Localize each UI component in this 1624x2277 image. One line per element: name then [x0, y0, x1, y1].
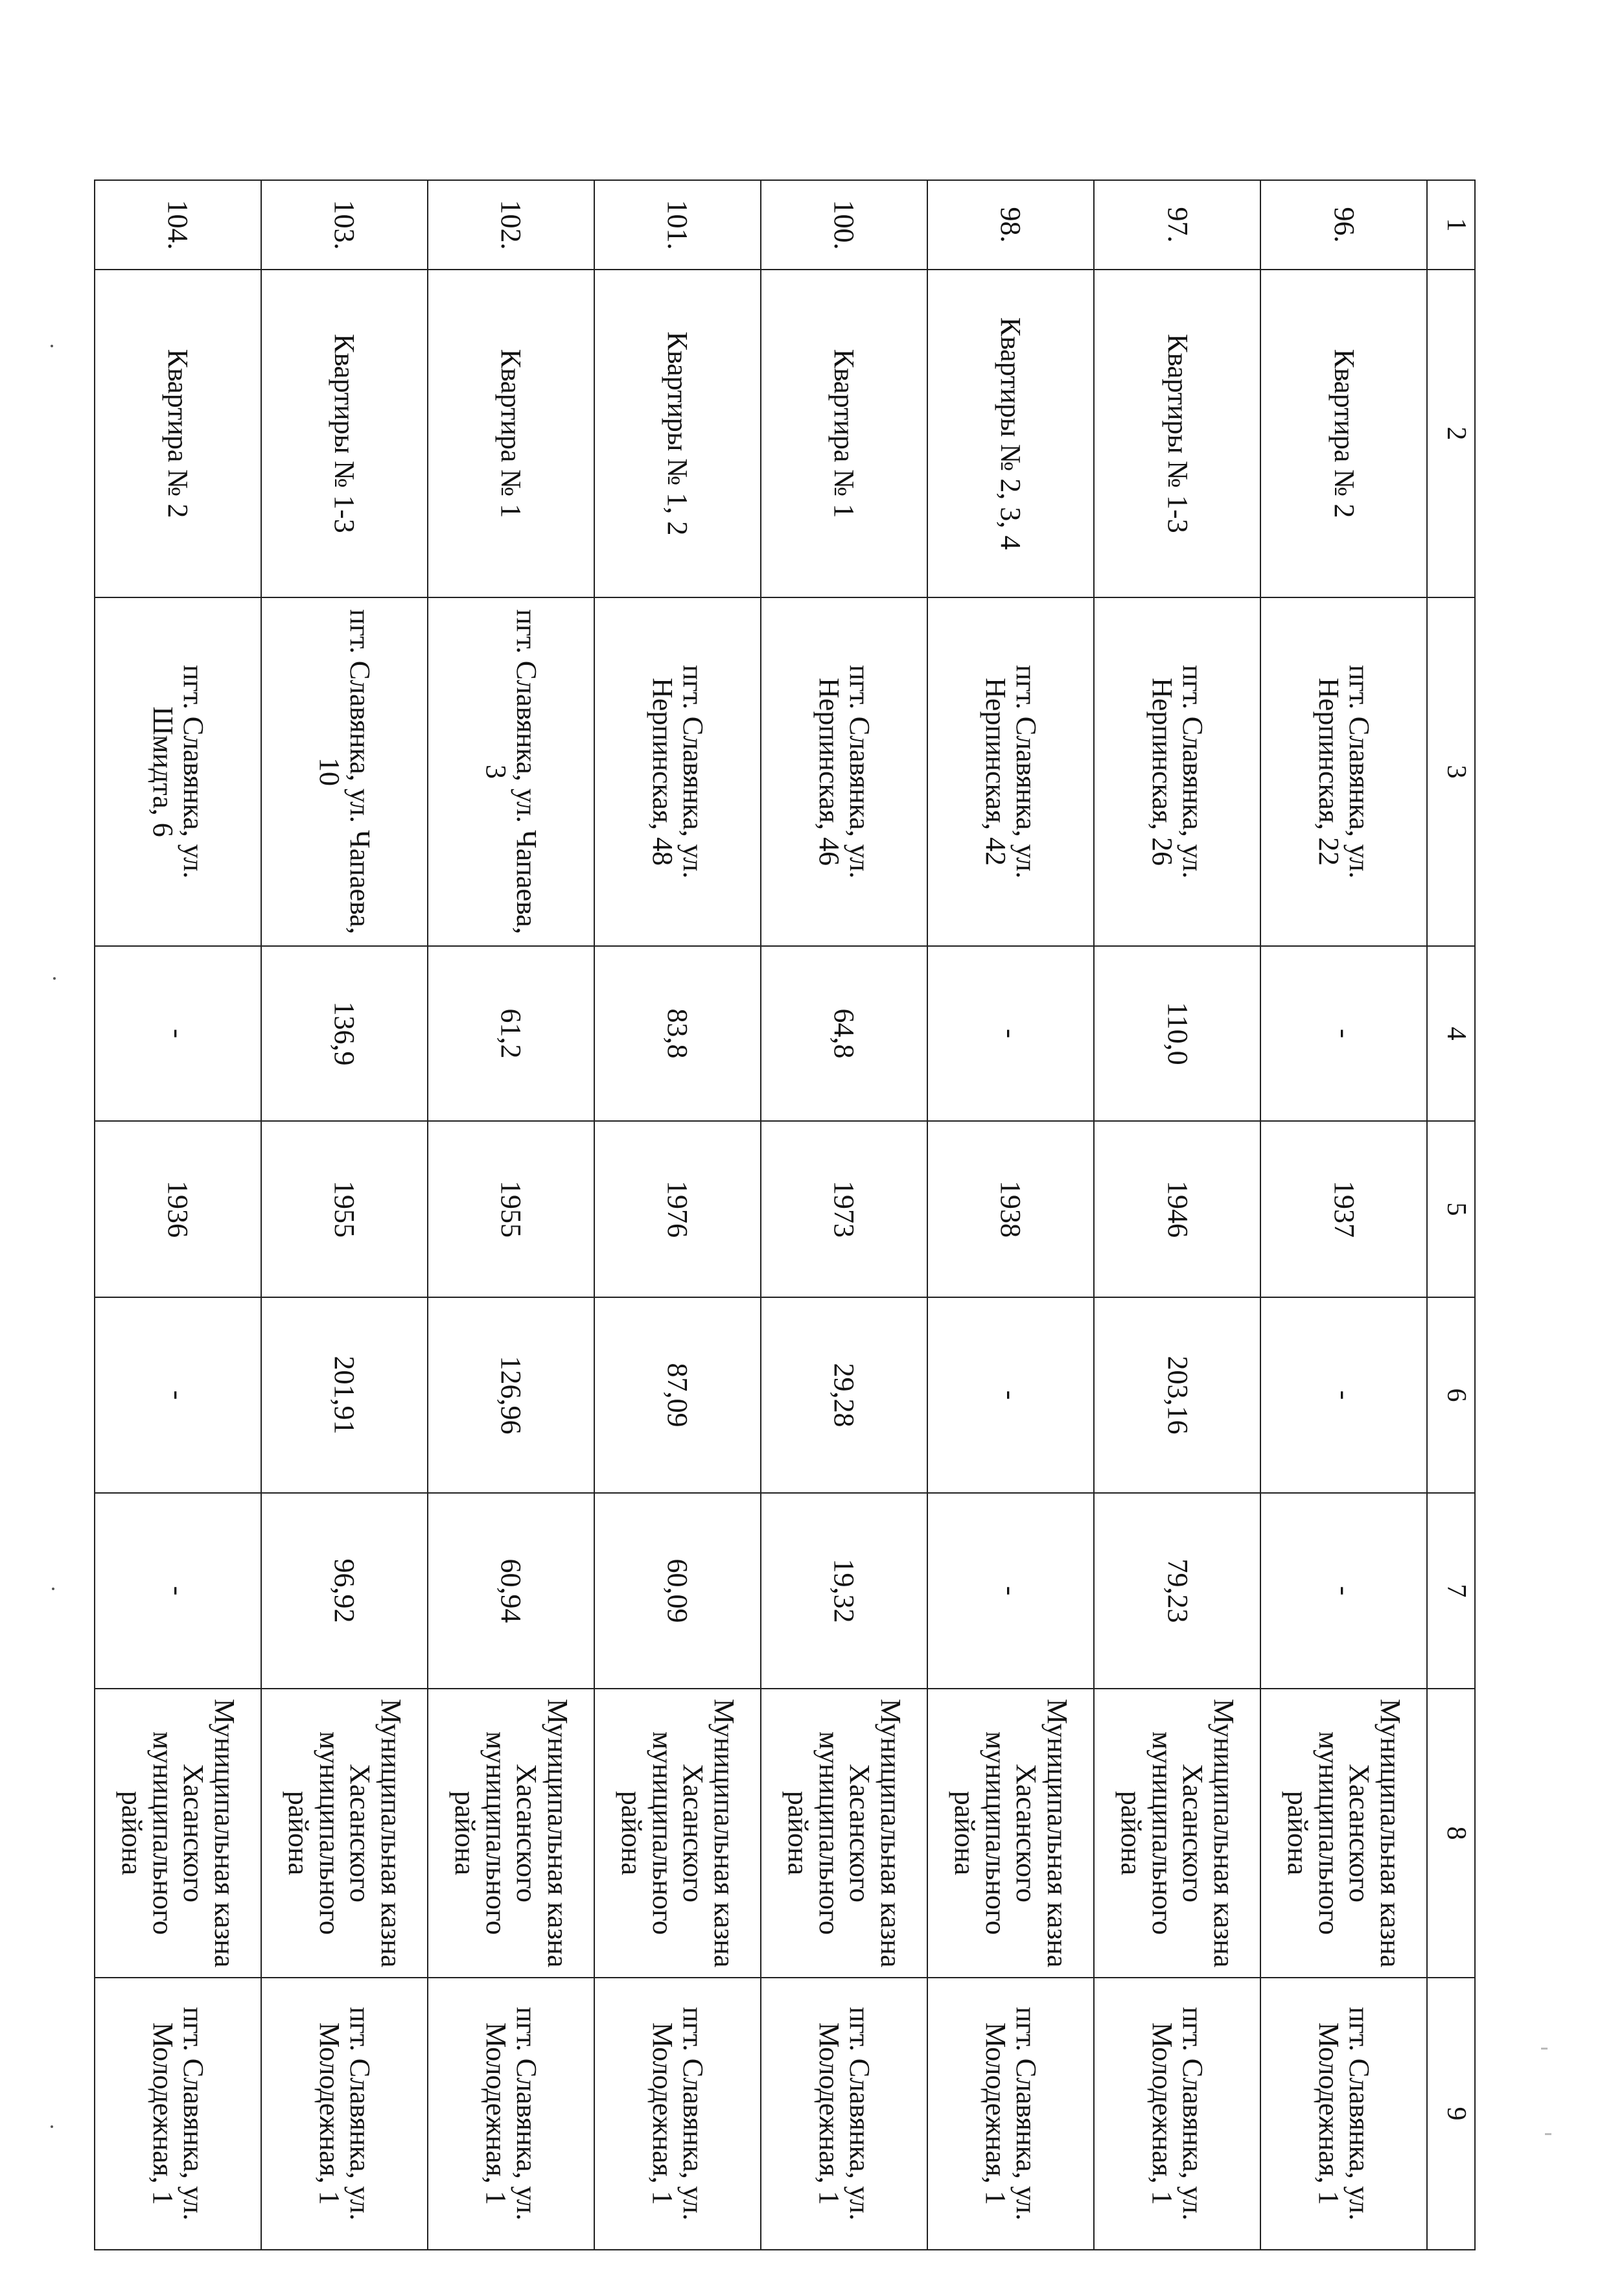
row-number: 101. — [594, 180, 761, 270]
book-value: 29,28 — [761, 1297, 927, 1493]
owner: Муниципальная казна Хасанского муниципального района — [927, 1689, 1094, 1978]
header-col-7: 7 — [1427, 1493, 1475, 1689]
table-row — [927, 180, 1094, 2250]
residual-value: - — [927, 1493, 1094, 1689]
owner: Муниципальная казна Хасанского муниципального района — [1260, 1689, 1427, 1978]
column-number-row — [1427, 180, 1475, 2250]
header-col-9: 9 — [1427, 1978, 1475, 2250]
object-year: 1946 — [1094, 1121, 1260, 1297]
owner-address: пгт. Славянка, ул. Молодежная, 1 — [95, 1978, 261, 2250]
residual-value: 96,92 — [261, 1493, 428, 1689]
row-number: 102. — [428, 180, 594, 270]
object-year: 1937 — [1260, 1121, 1427, 1297]
owner: Муниципальная казна Хасанского муниципального района — [594, 1689, 761, 1978]
owner: Муниципальная казна Хасанского муниципального района — [1094, 1689, 1260, 1978]
object-address: пгт. Славянка, ул. Нерпинская, 48 — [594, 597, 761, 946]
owner-address: пгт. Славянка, ул. Молодежная, 1 — [594, 1978, 761, 2250]
table-row — [1260, 180, 1427, 2250]
table-row — [428, 180, 594, 2250]
object-area: - — [1260, 946, 1427, 1121]
object-area: 64,8 — [761, 946, 927, 1121]
header-col-4: 4 — [1427, 946, 1475, 1121]
scan-speck — [51, 345, 53, 347]
scan-speck — [53, 977, 56, 980]
object-year: 1973 — [761, 1121, 927, 1297]
table-row — [761, 180, 927, 2250]
row-number: 97. — [1094, 180, 1260, 270]
owner-address: пгт. Славянка, ул. Молодежная, 1 — [428, 1978, 594, 2250]
object-year: 1936 — [95, 1121, 261, 1297]
object-name: Квартира № 1 — [761, 270, 927, 597]
scan-mark — [1545, 2133, 1551, 2135]
scan-mark — [1541, 2048, 1548, 2050]
book-value: 126,96 — [428, 1297, 594, 1493]
book-value: 203,16 — [1094, 1297, 1260, 1493]
owner-address: пгт. Славянка, ул. Молодежная, 1 — [927, 1978, 1094, 2250]
owner-address: пгт. Славянка, ул. Молодежная, 1 — [761, 1978, 927, 2250]
object-area: 61,2 — [428, 946, 594, 1121]
object-area: 136,9 — [261, 946, 428, 1121]
residual-value: - — [1260, 1493, 1427, 1689]
object-address: пгт. Славянка, ул. Нерпинская, 46 — [761, 597, 927, 946]
object-area: 83,8 — [594, 946, 761, 1121]
object-area: - — [927, 946, 1094, 1121]
header-col-8: 8 — [1427, 1689, 1475, 1978]
object-address: пгт. Славянка, ул. Чапаева, 10 — [261, 597, 428, 946]
book-value: - — [95, 1297, 261, 1493]
scan-speck — [52, 1588, 54, 1590]
row-number: 103. — [261, 180, 428, 270]
owner: Муниципальная казна Хасанского муниципального района — [428, 1689, 594, 1978]
object-name: Квартиры № 1-3 — [1094, 270, 1260, 597]
row-number: 100. — [761, 180, 927, 270]
book-value: - — [1260, 1297, 1427, 1493]
owner-address: пгт. Славянка, ул. Молодежная, 1 — [261, 1978, 428, 2250]
row-number: 96. — [1260, 180, 1427, 270]
object-name: Квартиры № 1-3 — [261, 270, 428, 597]
object-area: - — [95, 946, 261, 1121]
row-number: 98. — [927, 180, 1094, 270]
object-name: Квартира № 2 — [95, 270, 261, 597]
owner: Муниципальная казна Хасанского муниципального района — [761, 1689, 927, 1978]
object-address: пгт. Славянка, ул. Нерпинская, 42 — [927, 597, 1094, 946]
header-col-5: 5 — [1427, 1121, 1475, 1297]
object-year: 1955 — [428, 1121, 594, 1297]
owner: Муниципальная казна Хасанского муниципального района — [95, 1689, 261, 1978]
header-col-1: 1 — [1427, 180, 1475, 270]
residual-value: 60,94 — [428, 1493, 594, 1689]
object-name: Квартиры № 2, 3, 4 — [927, 270, 1094, 597]
header-col-2: 2 — [1427, 270, 1475, 597]
book-value: 201,91 — [261, 1297, 428, 1493]
header-col-3: 3 — [1427, 597, 1475, 946]
table-row — [261, 180, 428, 2250]
object-name: Квартира № 2 — [1260, 270, 1427, 597]
owner-address: пгт. Славянка, ул. Молодежная, 1 — [1260, 1978, 1427, 2250]
object-address: пгт. Славянка, ул. Нерпинская, 26 — [1094, 597, 1260, 946]
table-row — [594, 180, 761, 2250]
header-col-6: 6 — [1427, 1297, 1475, 1493]
residual-value: 79,23 — [1094, 1493, 1260, 1689]
book-value: - — [927, 1297, 1094, 1493]
object-year: 1938 — [927, 1121, 1094, 1297]
residual-value: 19,32 — [761, 1493, 927, 1689]
table-row — [1094, 180, 1260, 2250]
object-area: 110,0 — [1094, 946, 1260, 1121]
scan-speck — [51, 2125, 53, 2128]
object-year: 1955 — [261, 1121, 428, 1297]
object-address: пгт. Славянка, ул. Чапаева, 3 — [428, 597, 594, 946]
owner: Муниципальная казна Хасанского муниципального района — [261, 1689, 428, 1978]
property-register-table — [94, 179, 1476, 2249]
object-address: пгт. Славянка, ул. Шмидта, 6 — [95, 597, 261, 946]
residual-value: 60,09 — [594, 1493, 761, 1689]
object-name: Квартира № 1 — [428, 270, 594, 597]
object-address: пгт. Славянка, ул. Нерпинская, 22 — [1260, 597, 1427, 946]
table-row — [95, 180, 261, 2250]
book-value: 87,09 — [594, 1297, 761, 1493]
owner-address: пгт. Славянка, ул. Молодежная, 1 — [1094, 1978, 1260, 2250]
object-year: 1976 — [594, 1121, 761, 1297]
residual-value: - — [95, 1493, 261, 1689]
object-name: Квартиры № 1, 2 — [594, 270, 761, 597]
row-number: 104. — [95, 180, 261, 270]
